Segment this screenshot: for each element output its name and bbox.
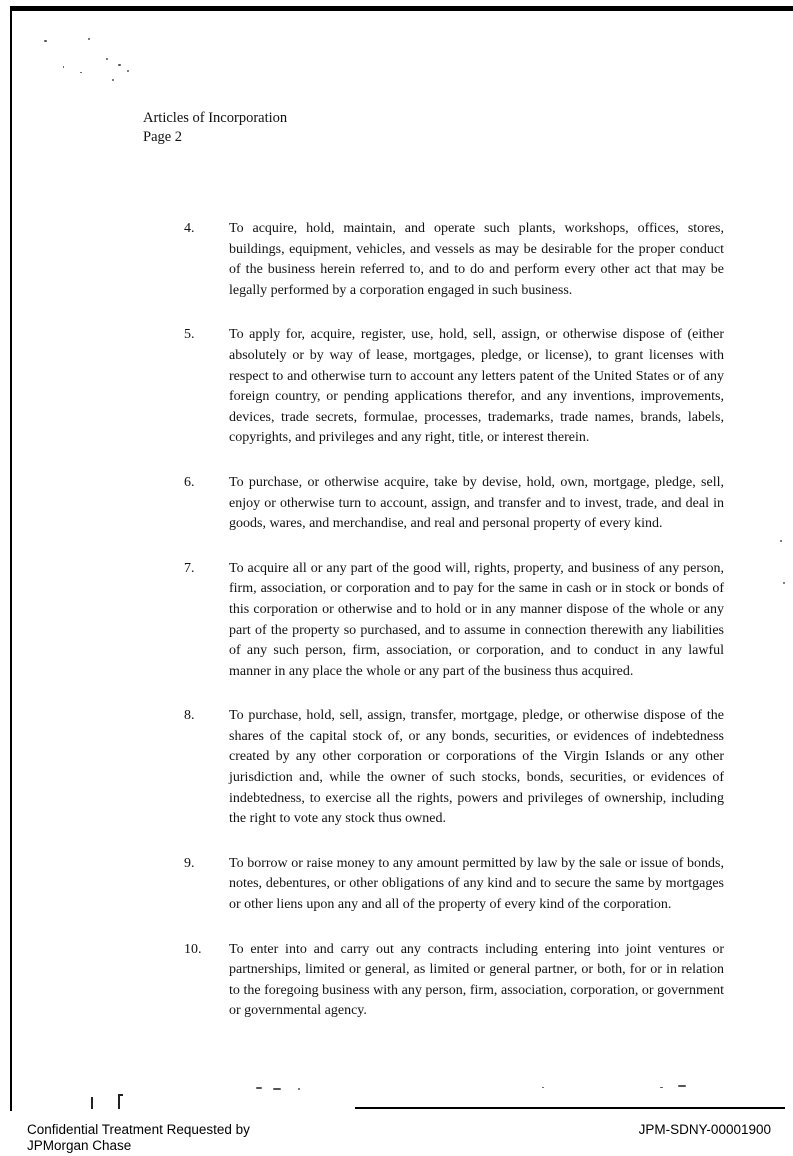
article-item (184, 473, 724, 535)
page-label: Page 2 (143, 129, 183, 145)
left-page-border (10, 6, 12, 1111)
article-item (184, 325, 724, 449)
document-header (143, 109, 287, 147)
article-number: 5. (184, 327, 195, 343)
article-number: 8. (184, 708, 195, 724)
bottom-page-border (355, 1107, 785, 1109)
articles-list (184, 219, 724, 1046)
top-page-border (10, 6, 793, 11)
confidential-line-2: JPMorgan Chase (27, 1138, 132, 1153)
article-text: To apply for, acquire, register, use, hold, sell, assign, or otherwise dispose of (either absolutely or by way of lease, mortgages, pledge, or license), to grant licenses with respect to and otherwise turn to account any letters patent of the United States or of any foreign country, or pending applications therefor, and any inventions, improvements, devices, trade secrets, formulae, processes, trademarks, trade names, brands, labels, copyrights, and privileges and any right, title, or interest therein. (229, 327, 724, 446)
article-number: 6. (184, 474, 195, 490)
article-text: To acquire all or any part of the good will, rights, property, and business of any person, firm, association, or corporation and to pay for the same in cash or in stock or bonds of this corporation or otherwise and to hold or in any manner dispose of the whole or any part of the property so purchased, and to assume in connection therewith any liabilities of any such person, firm, association, or corporation, and to conduct in any lawful manner in any place the whole or any part of the business thus acquired. (229, 560, 724, 679)
article-number: 7. (184, 560, 195, 576)
article-text: To borrow or raise money to any amount permitted by law by the sale or issue of bonds, notes, debentures, or other obligations of any kind and to secure the same by mortgages or other liens upon any and all of the property of every kind of the corporation. (229, 855, 724, 913)
article-number: 10. (184, 941, 202, 957)
confidential-line-1: Confidential Treatment Requested by (27, 1122, 250, 1137)
document-title: Articles of Incorporation (143, 110, 288, 126)
article-text: To purchase, hold, sell, assign, transfer, mortgage, pledge, or otherwise dispose of the shares of the capital stock of, or any bonds, securities, or evidences of indebtedness created by any other corporation or corporations of the Virgin Islands or any other jurisdiction and, while the owner of such stocks, bonds, securities, or evidences of indebtedness, to exercise all the rights, powers and privileges of ownership, including the right to vote any stock thus owned. (229, 708, 724, 827)
article-item (184, 940, 724, 1022)
bates-number: JPM-SDNY-00001900 (638, 1122, 771, 1137)
article-item (184, 219, 724, 301)
article-item (184, 706, 724, 830)
article-item (184, 854, 724, 916)
article-text: To purchase, or otherwise acquire, take by devise, hold, own, mortgage, pledge, sell, enjoy or otherwise turn to account, assign, and transfer and to invest, trade, and deal in goods, wares, and merchandise, and real and personal property of every kind. (229, 474, 724, 532)
article-item (184, 559, 724, 683)
article-number: 9. (184, 855, 195, 871)
article-text: To acquire, hold, maintain, and operate such plants, workshops, offices, stores, buildings, equipment, vehicles, and vessels as may be desirable for the proper conduct of the business herein referred to, and to do and perform every other act that may be legally performed by a corporation engaged in such business. (229, 221, 724, 298)
confidential-notice (27, 1122, 250, 1154)
article-text: To enter into and carry out any contracts including entering into joint ventures or partnerships, limited or general, as limited or general partner, or both, for or in relation to the foregoing business with any person, firm, association, corporation, or government or governmental agency. (229, 941, 724, 1019)
article-number: 4. (184, 221, 195, 236)
